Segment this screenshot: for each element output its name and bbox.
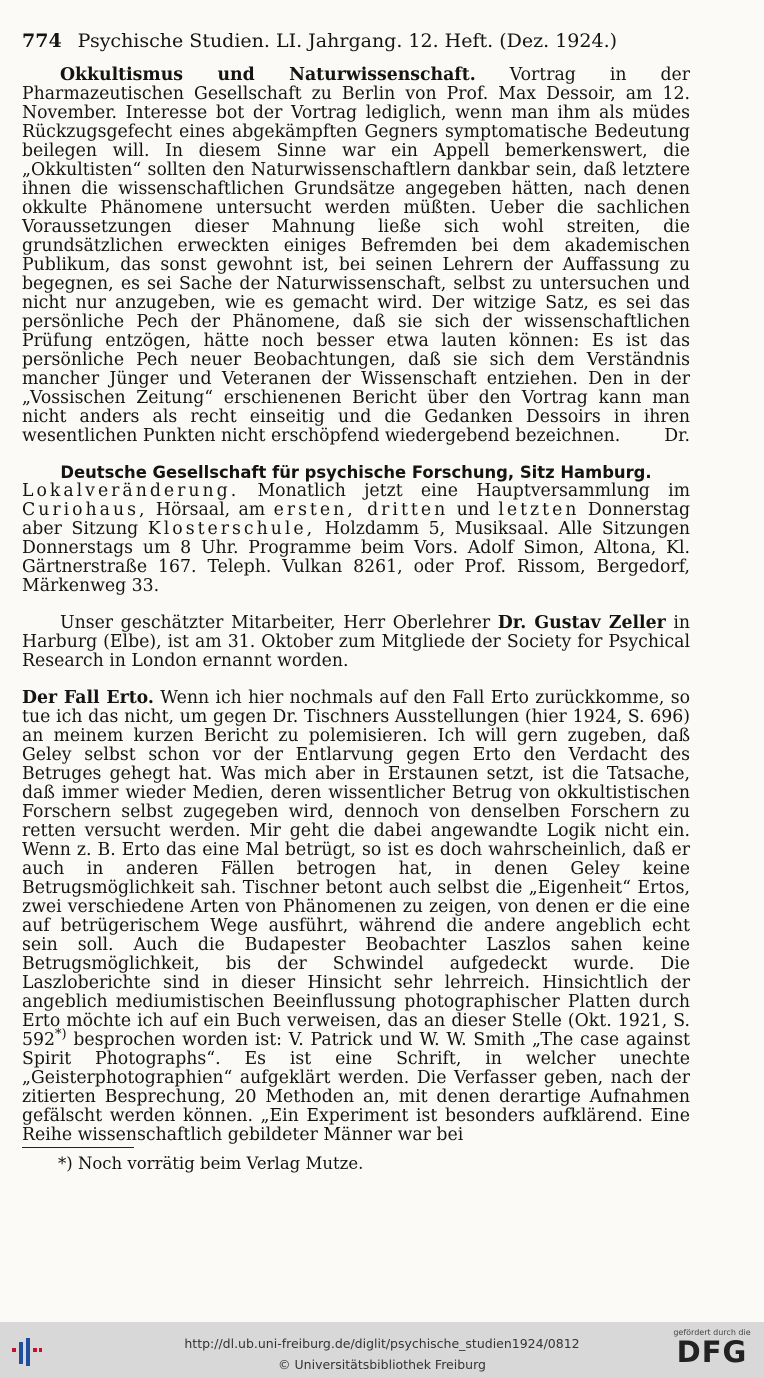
text-span: Holzdamm 5, Musiksaal. Alle Sitzungen Donnerstags um 8 Uhr. Programme beim Vors. Adolf Simon, Altona, Kl. Gärtnerstraße 167. Teleph. Vulkan 8261, oder Prof. Rissom, Bergedorf, Märkenweg 33.: [22, 519, 691, 596]
text-span: Hörsaal, am: [155, 500, 266, 520]
signature: Dr.: [664, 426, 690, 446]
footnote-text: Noch vorrätig beim Verlag Mutze.: [77, 1154, 364, 1173]
dfg-logo: [670, 1328, 754, 1367]
viewer-footer: [0, 1322, 764, 1378]
text-span: Monatlich jetzt eine Hauptversammlung im: [257, 481, 690, 501]
source-url[interactable]: http://dl.ub.uni-freiburg.de/diglit/psychische_studien1924/0812: [184, 1336, 580, 1351]
running-title: Psychische Studien. LI. Jahrgang. 12. Heft. (Dez. 1924.): [77, 30, 618, 52]
article-title: Der Fall Erto.: [22, 688, 154, 708]
article-text: Vortrag in der Pharmazeutischen Gesellschaft zu Berlin von Prof. Max Dessoir, am 12. November. Interesse bot der Vortrag lediglich, wenn man ihm als müdes Rückzugsgefecht eines abgekämpften Gegners symptomatische Bedeutung beilegen will. In diesem Sinne war ein Appell bemerkenswert, die „Okkultisten“ sollten den Naturwissenschaftlern dankbar sein, daß letztere ihnen die wissenschaftlichen Grundsätze angegeben hätten, nach denen okkulte Phänomene untersucht werden müßten. Ueber die sachlichen Voraussetzungen dieser Mahnung ließe sich wohl streiten, die grundsätzlichen erweckten einiges Befremden bei dem akademischen Publikum, das sonst gewohnt ist, bei seinen Lehrern der Auffassung zu begegnen, es sei Sache der Naturwissenschaft, selbst zu untersuchen und nicht nur anzugeben, wie es gemacht wird. Der witzige Satz, es sei das persönliche Pech der Phänomene, daß sie sich der wissenschaftlichen Prüfung entzögen, hätte noch besser etwa lauten können: Es ist das persönliche Pech neuer Beobachtungen, daß sie sich dem Verständnis mancher Jünger und Veteranen der Wissenschaft entziehen. Den in der „Vossischen Zeitung“ erschienenen Bericht über den Vortrag kann man nicht anders als recht einseitig und die Gedanken Dessoirs in ihren wesentlichen Punkten nicht erschöpfend wiedergebend bezeichnen.: [22, 65, 691, 446]
person-name: Dr. Gustav Zeller: [497, 613, 666, 633]
article-title-hamburg: Deutsche Gesellschaft für psychische Forschung, Sitz Hamburg.: [60, 463, 652, 482]
text-span: in Harburg (Elbe), ist am 31. Oktober zum Mitgliede der Society for Psychical Research in London ernannt worden.: [22, 613, 690, 671]
text-span: und: [456, 500, 490, 520]
page-body: [22, 66, 690, 1173]
article-text: besprochen worden ist: V. Patrick und W. W. Smith „The case against Spirit Photographs“. Es ist eine Schrift, in welcher unechte „Geisterphotographien“ aufgeklärt werden. Die Verfasser geben, nach der zitierten Besprechung, 20 Methoden an, mit denen derartige Aufnahmen gefälscht werden können. „Ein Experiment ist besonders aufklärend. Eine Reihe wissenschaftlich gebildeter Männer war bei: [22, 1030, 690, 1145]
footnote-marker: *): [58, 1154, 73, 1173]
article-zeller: [22, 614, 690, 671]
footnote-reference: *): [55, 1027, 67, 1043]
footnote-rule: [22, 1147, 134, 1148]
spaced-word: ersten, dritten: [273, 500, 449, 520]
article-title: Okkultismus und Naturwissenschaft.: [60, 65, 476, 85]
dfg-logo-text: DFG: [676, 1335, 748, 1369]
text-span: Unser geschätzter Mitarbeiter, Herr Oberlehrer: [60, 613, 491, 633]
spaced-word: Lokalveränderung.: [22, 481, 240, 501]
spaced-word: Curiohaus,: [22, 500, 148, 520]
dfg-funding-note: gefördert durch die: [673, 1328, 751, 1337]
article-hamburg: [22, 482, 690, 596]
text-span: Donnerstag aber Sitzung: [22, 500, 691, 539]
article-okkultismus: [22, 66, 690, 446]
copyright-notice: © Universitätsbibliothek Freiburg: [278, 1357, 486, 1372]
spaced-word: Klosterschule,: [147, 519, 316, 539]
spaced-word: letzten: [498, 500, 580, 520]
running-header: [22, 30, 722, 52]
footnote: [22, 1154, 690, 1173]
page-number: 774: [22, 30, 62, 52]
article-text: Wenn ich hier nochmals auf den Fall Erto zurückkomme, so tue ich das nicht, um gegen Dr. Tischners Ausstellungen (hier 1924, S. 696) an meinem kurzen Bericht zu polemisieren. Ich will gern zugeben, daß Geley selbst schon vor der Entlarvung gegen Erto den Verdacht des Betruges gehegt hat. Was mich aber in Erstaunen setzt, ist die Tatsache, daß immer wieder Medien, deren wissentlicher Betrug von okkultistischen Forschern selbst zugegeben wird, dennoch von denselben Forschern zu retten versucht werden. Mir geht die dabei angewandte Logik nicht ein. Wenn z. B. Erto das eine Mal betrügt, so ist es doch wahrscheinlich, daß er auch in anderen Fällen betrogen hat, in denen Geley keine Betrugsmöglichkeit sah. Tischner betont auch selbst die „Eigenheit“ Ertos, zwei verschiedene Arten von Phänomenen zu zeigen, von denen er die eine auf betrügerischem Wege ausführt, während die andere angeblich echt sein soll. Auch die Budapester Beobachter Laszlos sahen keine Betrugsmöglichkeit, bis der Schwindel aufgedeckt wurde. Die Laszloberichte sind in dieser Hinsicht sehr lehrreich. Hinsichtlich der angeblich mediumistischen Beeinflussung photographischer Platten durch Erto möchte ich auf ein Buch verweisen, das an dieser Stelle (Okt. 1921, S. 592: [22, 688, 690, 1050]
article-erto: [22, 689, 690, 1145]
